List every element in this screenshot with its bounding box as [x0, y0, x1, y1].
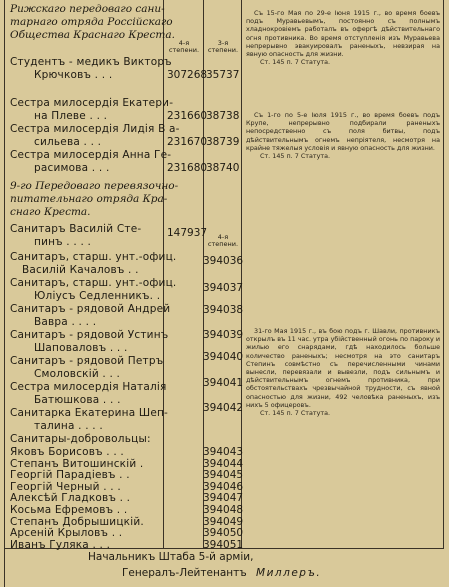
entry-name-line: Батюшкова . . .: [34, 394, 121, 406]
volunteer-number: 394047: [203, 492, 244, 505]
volunteer-number: 394049: [203, 515, 244, 528]
unit2-heading-line: 9-го Передоваго перевязочно-: [10, 180, 179, 192]
column-header-class4: 4-я степени.: [168, 39, 200, 55]
volunteer-name: Георгій Черный . . .: [10, 480, 121, 493]
unit2-heading-line: питательнаго отряда Кра-: [10, 193, 168, 205]
signature-rank: Генералъ-Лейтенантъ Миллеръ.: [122, 567, 322, 579]
entry-number: 35737: [206, 69, 240, 81]
entry-number: 394040: [203, 351, 244, 363]
volunteer-name: Алексѣй Гладковъ . .: [10, 492, 131, 505]
description-block: 31-го Мая 1915 г., въ бою подъ г. Шавли, противникъ открылъ въ 11 час. утра убійственный огонь по пароку и жилью его снарядами, гдѣ находилось больше количество раненыхъ; несмотря на это санитаръ Степинъ совмѣстно съ перечисленными чинами вынесли, перевязали и вывезли, подъ сильнымъ и дѣйствительнымъ огнемъ противника, при обстоятельствахъ чрезвычайной трудности, съ явной опасностью для жизни, 492 человѣка раненыхъ, изъ нихъ 5 офицеровъ. Ст. 145 п. 7 Статута.: [246, 327, 440, 417]
entry-name-line: Санитаръ - рядовой Петръ: [10, 355, 164, 367]
entry-number: 231680: [167, 162, 208, 174]
volunteer-number: 394045: [203, 469, 244, 482]
entry-number: 394039: [203, 329, 244, 341]
signature-name: Миллеръ.: [256, 567, 322, 579]
volunteer-name: Георгій Парадіевъ . .: [10, 469, 130, 482]
entry-number: 394041: [203, 377, 244, 389]
unit1-heading-line: тарнаго отряда Россійскаго: [10, 16, 173, 28]
entry-name-line: Студентъ - медикъ Викторъ: [10, 56, 172, 68]
entry-number: 231660: [167, 110, 208, 122]
unit2-heading-line: снаго Креста.: [10, 206, 91, 218]
volunteer-number: 394050: [203, 527, 244, 540]
volunteers-heading: Санитары-добровольцы:: [10, 433, 151, 445]
entry-name-line: Санитаръ, старш. унт.-офиц.: [10, 251, 177, 263]
entry-number: 394038: [203, 304, 244, 316]
entry-name-line: Сестра милосердія Наталія: [10, 381, 167, 393]
volunteer-name: Косьма Ефремовъ . .: [10, 504, 128, 516]
entry-name-line: Санитарка Екатерина Шеп-: [10, 407, 169, 419]
entry-name-line: Сестра милосердія Екатери-: [10, 97, 174, 109]
entry-name-line: Санитаръ - рядовой Андрей: [10, 303, 171, 315]
entry-name-line: Санитаръ Василій Сте-: [10, 223, 142, 235]
statute-reference: Ст. 145 п. 7 Статута.: [260, 408, 331, 417]
entry-name-line: Василій Качаловъ . .: [22, 264, 139, 276]
volunteer-number: 394048: [203, 504, 244, 516]
unit1-heading-line: Общества Краснаго Креста.: [10, 29, 175, 41]
entry-number: 38740: [206, 162, 240, 174]
column-header-class3: 3-я степени.: [207, 39, 239, 55]
entry-number: 394042: [203, 402, 244, 414]
column-rule: [443, 0, 444, 548]
volunteer-name: Арсеній Крыловъ . .: [10, 527, 123, 540]
entry-number: 38738: [206, 110, 240, 122]
entry-name-line: на Плеве . . .: [34, 110, 108, 122]
volunteer-name: Иванъ Гуляка . . .: [10, 538, 111, 551]
volunteer-number: 394051: [203, 538, 244, 551]
entry-number: 231670: [167, 136, 208, 148]
volunteer-number: 394046: [203, 480, 244, 493]
entry-name-line: расимова . . .: [34, 162, 110, 174]
entry-name-line: Санитаръ, старш. унт.-офиц.: [10, 277, 177, 289]
entry-name-line: Юліусъ Седленникъ. .: [34, 290, 161, 302]
left-border: [4, 0, 5, 587]
entry-name-line: Вавра . . . .: [34, 316, 97, 328]
entry-name-line: Крючковъ . . .: [34, 69, 113, 81]
statute-reference: Ст. 145 п. 7 Статута.: [260, 58, 331, 67]
entry-number: 394036: [203, 255, 244, 267]
entry-name-line: талина . . . .: [34, 420, 103, 432]
entry-name-line: Сестра милосердія Анна Ге-: [10, 149, 172, 161]
entry-number: 307268: [167, 69, 208, 81]
entry-name-line: Смоловскій . . .: [34, 368, 121, 380]
column-rule: [163, 0, 164, 548]
volunteer-number: 394043: [203, 446, 244, 458]
entry-name-line: Сестра милосердія Лидія В а-: [10, 123, 180, 135]
volunteer-name: Яковъ Борисовъ . . .: [10, 446, 124, 458]
unit1-heading-line: Рижскаго передоваго сани-: [10, 3, 165, 15]
entry-name-line: пинъ . . . .: [34, 236, 92, 248]
entry-number: 147937: [167, 227, 208, 239]
column-header-class4b: 4-я степени.: [207, 233, 239, 249]
volunteer-number: 394044: [203, 457, 244, 470]
entry-name-line: сильева . . .: [34, 136, 102, 148]
entry-number: 394037: [203, 282, 244, 294]
entry-name-line: Санитаръ - рядовой Устинъ: [10, 329, 169, 341]
entry-number: 38739: [206, 136, 240, 148]
volunteer-name: Степанъ Добрышицкій.: [10, 515, 144, 528]
volunteer-name: Степанъ Витошинскій .: [10, 457, 144, 470]
entry-name-line: Шаповаловъ . . .: [34, 342, 128, 354]
description-block: Съ 1-го по 5-е Іюля 1915 г., во время боевъ подъ Крупе, непрерывно подбирали раненыхъ непосредственно съ поля битвы, подъ дѣйствительнымъ огнемъ непріятеля, несмотря на крайне тяжелыя условія и явную опасность для жизни. Ст. 145 п. 7 Статута.: [246, 111, 440, 160]
statute-reference: Ст. 145 п. 7 Статута.: [260, 151, 331, 160]
signature-title: Начальникъ Штаба 5-й арміи,: [88, 551, 254, 563]
description-block: Съ 15-го Мая по 29-е Іюня 1915 г., во время боевъ подъ Муравьевымъ, постоянно съ полнымъ хладнокровіемъ работалъ въ офергѣ дѣйствительнаго огня противника. Во время отступленія изъ Муравьева непрерывно эвакуировалъ раненыхъ, невзирая на явную опасность для жизни. Ст. 145 п. 7 Статута.: [246, 9, 440, 67]
